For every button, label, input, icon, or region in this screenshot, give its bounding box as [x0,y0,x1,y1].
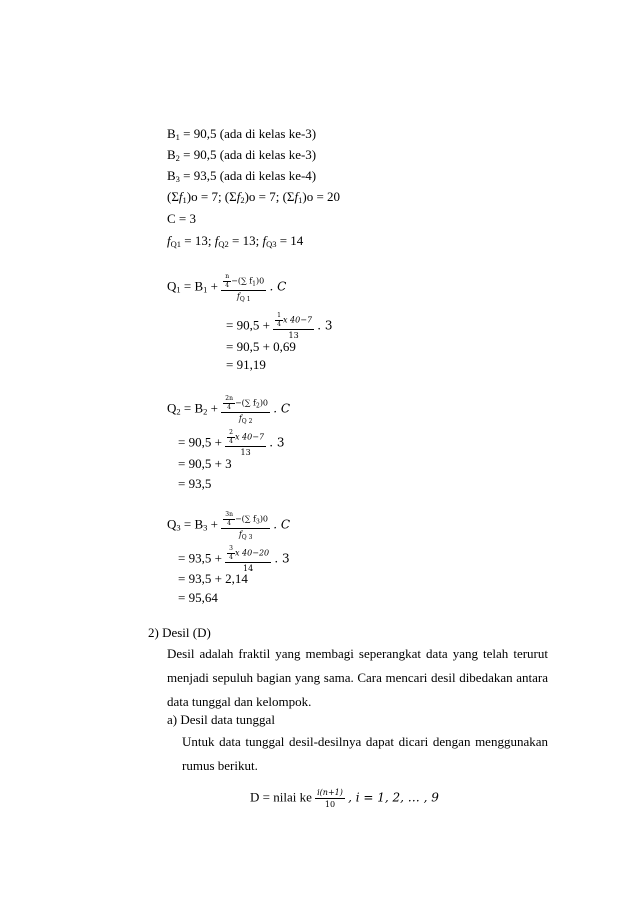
q3-fraction: $\frac{3n}{4}$ −(∑ $f_3)0$ $f_{Q 3}$ [221,512,270,539]
q2-formula: $Q_2 = B_2$ + $\frac{2n}{4}$ −(∑ $f_2)0$ $f_{Q 2}$ . C [167,395,291,425]
q2-fraction: $\frac{2n}{4}$ −(∑ $f_2)0$ $f_{Q 2}$ [221,396,270,423]
desil-paragraph: Desil adalah fraktil yang membagi seperangkat data yang telah terurut menjadi sepuluh bagian yang sama. Cara mencari desil dibedakan antara data tunggal dan kelompok. [167,646,548,709]
q2-step3: = 93,5 [178,476,212,491]
q2-step2: = 90,5 + 3 [178,456,232,471]
q2-step1: = 90,5 + $\frac{2}{4}$ x 40−7 13 . 3 [178,429,285,457]
sigma-line: $(\Sigma f_1)o = 7$; $(\Sigma f_2)o = 7$; $(\Sigma f_1)o = 20$ [167,189,341,205]
fq-line: $f_{Q1} = 13$; $f_{Q2} = 13$; $f_{Q3} = 14$ [167,233,304,249]
c-line: C = 3 [167,211,197,226]
q1-formula: $Q_1 = B_1$ + $\frac{n}{4}$ −(∑ $f_1)0$ $f_{Q 1}$ . C [167,273,287,303]
q1-step1: = 90,5 + $\frac{1}{4}$ x 40−7 13 . 3 [226,312,333,340]
b1-line: $B_1 = 90,5$ (ada di kelas ke-3) [167,126,317,142]
section-heading: 2) Desil (D) [148,625,211,640]
q3-formula: $Q_3 = B_3$ + $\frac{3n}{4}$ −(∑ $f_3)0$ $f_{Q 3}$ . C [167,511,291,541]
b3-line: $B_3 = 93,5$ (ada di kelas ke-4) [167,168,317,184]
q3-step2: = 93,5 + 2,14 [178,571,248,586]
q1-fraction: $\frac{n}{4}$ −(∑ $f_1)0$ $f_{Q 1}$ [221,274,266,301]
q3-step3: = 95,64 [178,590,218,605]
tunggal-paragraph: Untuk data tunggal desil-desilnya dapat dicari dengan menggunakan rumus berikut. [182,734,548,773]
desil-formula: D = nilai ke $\frac{i(n+1)}{10}$ , i = 1, 2, … , 9 [250,788,439,809]
q3-step1: = 93,5 + $\frac{3}{4}$ x 40−20 14 . 3 [178,545,290,573]
b2-line: $B_2 = 90,5$ (ada di kelas ke-3) [167,147,317,163]
q1-step2: = 90,5 + 0,69 [226,339,296,354]
q1-step3: = 91,19 [226,357,266,372]
sub-heading: a) Desil data tunggal [167,712,275,727]
